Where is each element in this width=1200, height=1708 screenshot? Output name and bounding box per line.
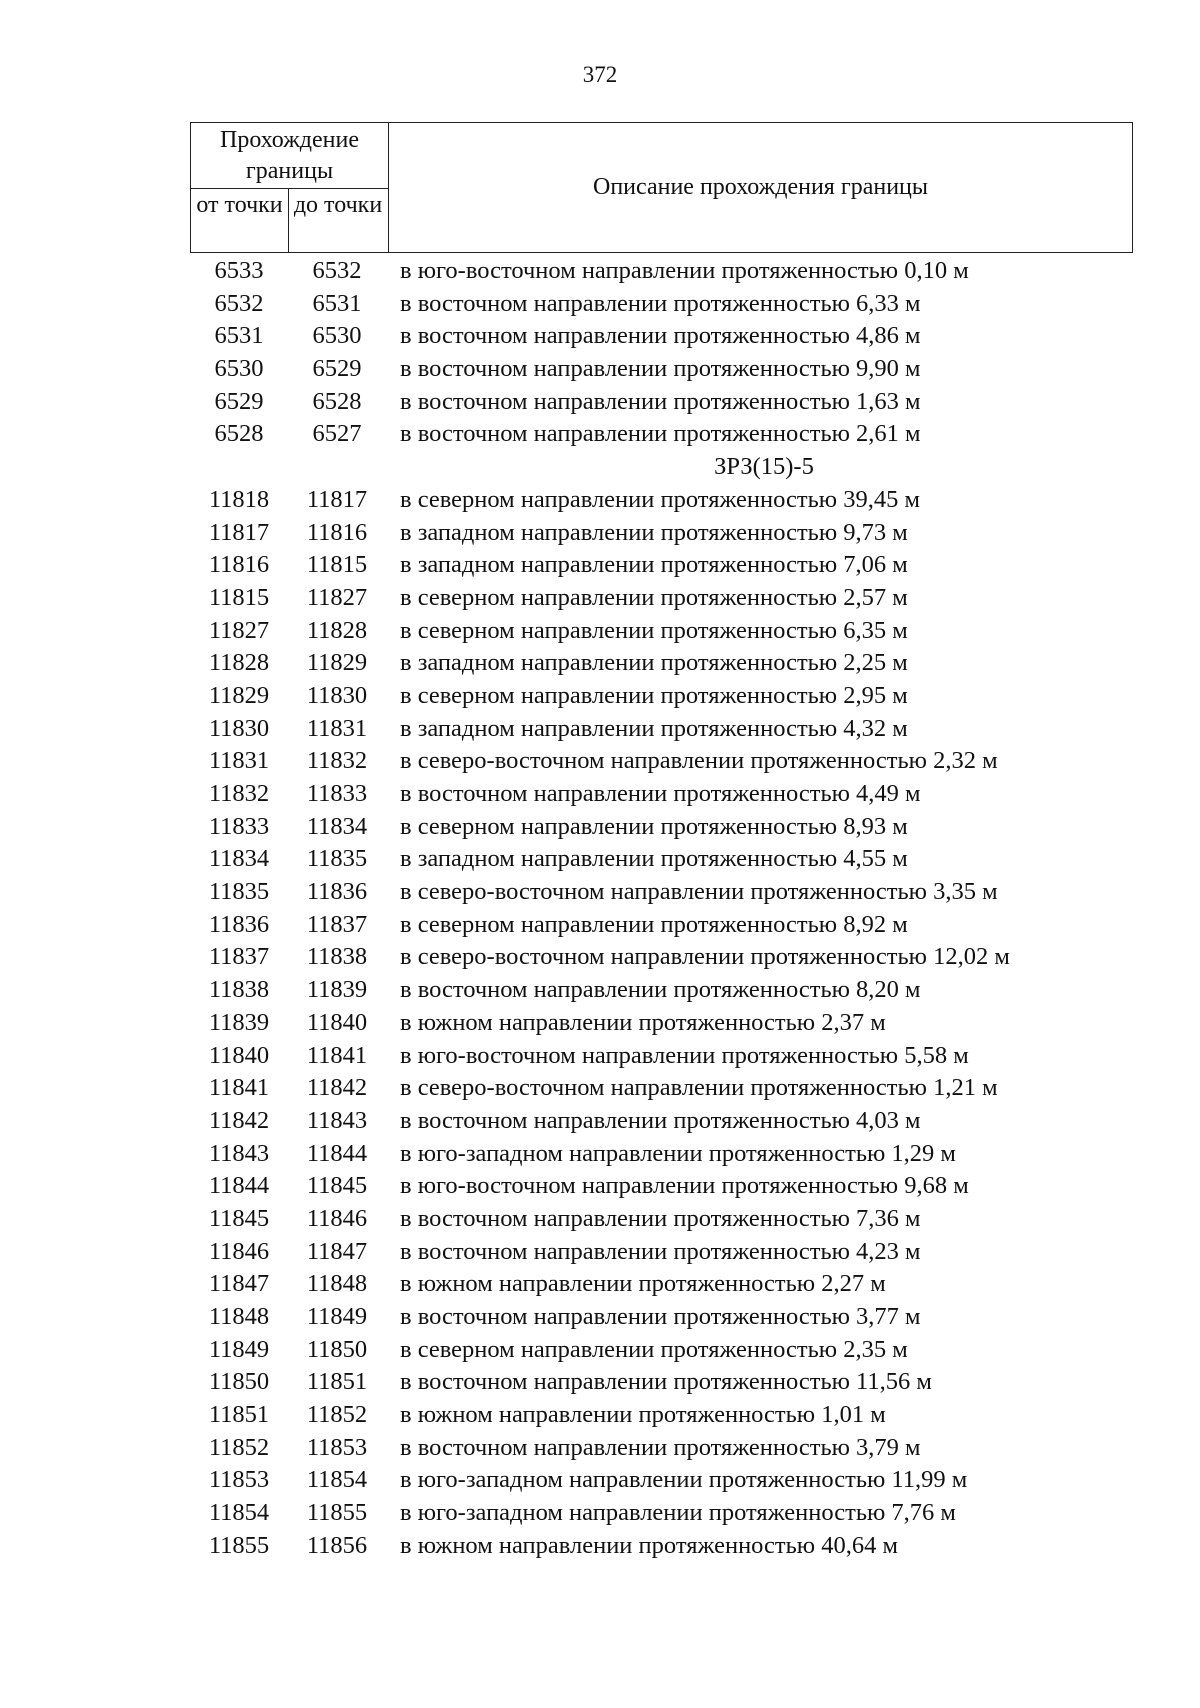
row-to-point: 11856: [306, 1531, 368, 1559]
table-row: [190, 941, 1140, 974]
table-row: [190, 582, 1140, 615]
row-to-point: 11835: [306, 845, 368, 873]
row-description: в восточном направлении протяженностью 7,36 м: [400, 1204, 921, 1232]
row-from-point: 11840: [208, 1041, 270, 1069]
row-from-point: 6529: [214, 387, 264, 415]
row-to-point: 11845: [306, 1172, 368, 1200]
row-from-point: 11849: [208, 1335, 270, 1363]
table-row: [190, 876, 1140, 909]
row-to-point: 6530: [312, 322, 362, 350]
row-description: в восточном направлении протяженностью 4,86 м: [400, 322, 921, 350]
table-row: [190, 1105, 1140, 1138]
table-row: [190, 1530, 1140, 1563]
table-row: [190, 1236, 1140, 1269]
row-from-point: 11850: [208, 1368, 270, 1396]
row-from-point: 11852: [208, 1433, 270, 1461]
header-from-point: от точки: [191, 189, 289, 252]
row-from-point: 11844: [208, 1172, 270, 1200]
row-to-point: 6527: [312, 420, 362, 448]
row-to-point: 11851: [306, 1368, 368, 1396]
row-to-point: 11832: [306, 747, 368, 775]
table-row: [190, 1138, 1140, 1171]
row-description: в северо-восточном направлении протяженностью 12,02 м: [400, 943, 1010, 971]
row-description: в юго-восточном направлении протяженностью 5,58 м: [400, 1041, 969, 1069]
boundary-table-body: [190, 255, 1140, 1563]
row-description: в восточном направлении протяженностью 3,77 м: [400, 1303, 921, 1330]
row-from-point: 6528: [214, 420, 264, 448]
row-description: в северо-восточном направлении протяженностью 3,35 м: [400, 878, 998, 906]
row-to-point: 6529: [312, 355, 362, 383]
table-row: [190, 615, 1140, 648]
table-row: [190, 1464, 1140, 1497]
header-passage: Прохождение границы: [191, 123, 388, 189]
row-from-point: 11848: [208, 1303, 270, 1330]
row-to-point: 11817: [306, 485, 368, 513]
row-to-point: 11838: [306, 943, 368, 971]
row-from-point: 11815: [208, 583, 270, 611]
row-from-point: 11817: [208, 518, 270, 546]
row-description: в восточном направлении протяженностью 4,49 м: [400, 780, 921, 807]
row-from-point: 11839: [208, 1008, 270, 1036]
row-from-point: 11827: [208, 616, 270, 644]
table-row: [190, 484, 1140, 517]
row-from-point: 11838: [208, 976, 270, 1004]
header-passage-group: [191, 123, 389, 252]
table-row: [190, 353, 1140, 386]
row-to-point: 11833: [306, 780, 368, 807]
table-row: [190, 320, 1140, 353]
row-from-point: 11855: [208, 1531, 270, 1559]
row-from-point: 11841: [208, 1074, 270, 1102]
row-to-point: 11815: [306, 551, 368, 579]
row-from-point: 6530: [214, 355, 264, 383]
row-to-point: 11829: [306, 649, 368, 677]
row-description: в северном направлении протяженностью 2,57 м: [400, 583, 908, 611]
table-row: [190, 517, 1140, 550]
table-row: [190, 1301, 1140, 1334]
row-description: в западном направлении протяженностью 9,73 м: [400, 518, 908, 546]
row-description: в западном направлении протяженностью 7,06 м: [400, 551, 908, 579]
row-description: в северном направлении протяженностью 8,92 м: [400, 910, 908, 938]
row-description: в западном направлении протяженностью 2,25 м: [400, 649, 908, 677]
rows-section: [190, 484, 1140, 1563]
row-to-point: 11848: [306, 1270, 368, 1298]
row-description: в восточном направлении протяженностью 3,79 м: [400, 1433, 921, 1461]
row-description: в южном направлении протяженностью 2,37 м: [400, 1008, 886, 1036]
row-to-point: 6532: [312, 257, 362, 284]
row-description: в восточном направлении протяженностью 1,63 м: [400, 387, 921, 415]
row-description: в восточном направлении протяженностью 9,90 м: [400, 355, 921, 383]
row-from-point: 11816: [208, 551, 270, 579]
row-to-point: 11830: [306, 681, 368, 709]
row-description: в северо-восточном направлении протяженностью 1,21 м: [400, 1074, 998, 1102]
row-from-point: 11847: [208, 1270, 270, 1298]
table-row: [190, 811, 1140, 844]
table-row: [190, 1268, 1140, 1301]
row-description: в восточном направлении протяженностью 8,20 м: [400, 976, 921, 1004]
row-description: в северном направлении протяженностью 6,35 м: [400, 616, 908, 644]
row-from-point: 11842: [208, 1106, 270, 1134]
table-row: [190, 1072, 1140, 1105]
row-from-point: 11845: [208, 1204, 270, 1232]
row-to-point: 11849: [306, 1303, 368, 1330]
table-row: [190, 680, 1140, 713]
row-description: в восточном направлении протяженностью 2,61 м: [400, 420, 921, 448]
table-row: [190, 1432, 1140, 1465]
row-to-point: 11842: [306, 1074, 368, 1102]
table-row: [190, 1007, 1140, 1040]
row-to-point: 11839: [306, 976, 368, 1004]
table-row: [190, 1497, 1140, 1530]
row-to-point: 11853: [306, 1433, 368, 1461]
table-row: [190, 647, 1140, 680]
row-description: в восточном направлении протяженностью 6,33 м: [400, 289, 921, 317]
row-from-point: 11846: [208, 1237, 270, 1265]
row-from-point: 11834: [208, 845, 270, 873]
table-row: [190, 549, 1140, 582]
row-to-point: 11854: [306, 1466, 368, 1494]
row-from-point: 11830: [208, 714, 270, 742]
row-from-point: 11851: [208, 1401, 270, 1429]
row-from-point: 11818: [208, 485, 270, 513]
row-description: в юго-восточном направлении протяженностью 9,68 м: [400, 1172, 969, 1200]
header-description: Описание прохождения границы: [592, 174, 928, 200]
row-description: в юго-западном направлении протяженностью 11,99 м: [400, 1466, 968, 1494]
row-description: в южном направлении протяженностью 1,01 м: [400, 1401, 886, 1429]
table-row: [190, 713, 1140, 746]
row-to-point: 11847: [306, 1237, 368, 1265]
row-description: в юго-западном направлении протяженностью 7,76 м: [400, 1499, 956, 1527]
row-to-point: 11843: [306, 1106, 368, 1134]
table-row: [190, 1170, 1140, 1203]
table-row: [190, 255, 1140, 288]
table-header: [190, 122, 1133, 253]
row-from-point: 11833: [208, 812, 270, 840]
header-to-point: до точки: [293, 192, 383, 218]
rows-top: [190, 255, 1140, 451]
row-to-point: 11855: [306, 1499, 368, 1527]
table-row: [190, 1040, 1140, 1073]
section-title: ЗРЗ(15)-5: [714, 453, 814, 481]
row-description: в восточном направлении протяженностью 4,23 м: [400, 1237, 921, 1265]
row-from-point: 11831: [208, 747, 270, 775]
table-row: [190, 288, 1140, 321]
row-description: в восточном направлении протяженностью 4,03 м: [400, 1106, 921, 1134]
row-description: в северном направлении протяженностью 2,35 м: [400, 1335, 908, 1363]
page-number: 372: [582, 62, 618, 87]
row-to-point: 11834: [306, 812, 368, 840]
table-row: [190, 909, 1140, 942]
row-description: в северном направлении протяженностью 39,45 м: [400, 485, 920, 513]
row-from-point: 11854: [208, 1499, 270, 1527]
row-to-point: 11844: [306, 1139, 368, 1167]
row-to-point: 11837: [306, 910, 368, 938]
row-to-point: 11846: [306, 1204, 368, 1232]
row-to-point: 11850: [306, 1335, 368, 1363]
row-description: в северном направлении протяженностью 2,95 м: [400, 681, 908, 709]
row-description: в северном направлении протяженностью 8,93 м: [400, 812, 908, 840]
table-row: [190, 1334, 1140, 1367]
table-row: [190, 418, 1140, 451]
row-to-point: 11840: [306, 1008, 368, 1036]
row-from-point: 6531: [214, 322, 264, 350]
row-to-point: 11836: [306, 878, 368, 906]
row-description: в юго-восточном направлении протяженностью 0,10 м: [400, 257, 969, 284]
row-to-point: 11828: [306, 616, 368, 644]
row-to-point: 11827: [306, 583, 368, 611]
row-to-point: 11852: [306, 1401, 368, 1429]
row-from-point: 11837: [208, 943, 270, 971]
row-to-point: 11816: [306, 518, 368, 546]
row-from-point: 11828: [208, 649, 270, 677]
row-description: в северо-восточном направлении протяженностью 2,32 м: [400, 747, 998, 775]
table-row: [190, 1203, 1140, 1236]
row-from-point: 11836: [208, 910, 270, 938]
table-row: [190, 1366, 1140, 1399]
row-to-point: 11831: [306, 714, 368, 742]
table-row: [190, 386, 1140, 419]
row-to-point: 11841: [306, 1041, 368, 1069]
table-row: [190, 745, 1140, 778]
row-description: в восточном направлении протяженностью 11,56 м: [400, 1368, 932, 1396]
row-from-point: 11829: [208, 681, 270, 709]
row-description: в южном направлении протяженностью 2,27 м: [400, 1270, 886, 1298]
row-from-point: 11843: [208, 1139, 270, 1167]
row-from-point: 6532: [214, 289, 264, 317]
row-description: в южном направлении протяженностью 40,64 м: [400, 1531, 898, 1559]
table-row: [190, 778, 1140, 811]
table-row: [190, 974, 1140, 1007]
row-from-point: 11853: [208, 1466, 270, 1494]
row-from-point: 11835: [208, 878, 270, 906]
row-description: в западном направлении протяженностью 4,55 м: [400, 845, 908, 873]
row-to-point: 6531: [312, 289, 362, 317]
row-description: в западном направлении протяженностью 4,32 м: [400, 714, 908, 742]
row-from-point: 6533: [214, 257, 264, 284]
row-description: в юго-западном направлении протяженностью 1,29 м: [400, 1139, 956, 1167]
row-to-point: 6528: [312, 387, 362, 415]
row-from-point: 11832: [208, 780, 270, 807]
table-row: [190, 843, 1140, 876]
table-row: [190, 1399, 1140, 1432]
